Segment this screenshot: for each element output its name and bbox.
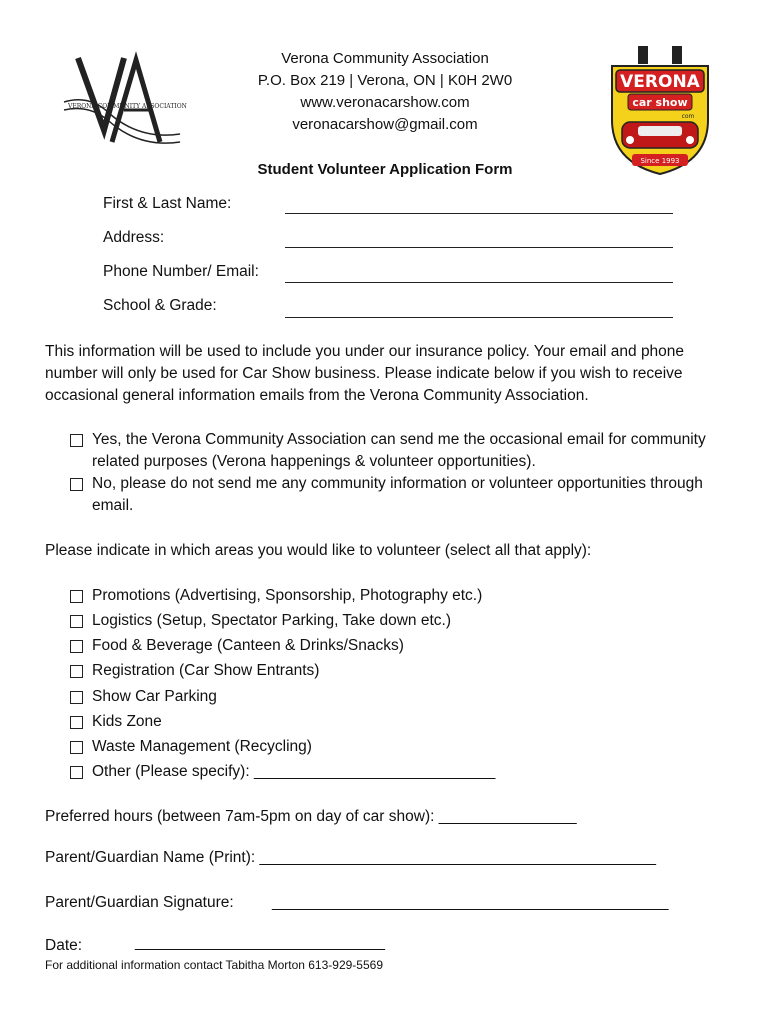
email-option-no[interactable] xyxy=(70,473,730,517)
org-email: veronacarshow@gmail.com xyxy=(292,116,478,133)
checkbox[interactable] xyxy=(70,691,83,704)
field-label-name: First & Last Name: xyxy=(103,195,232,212)
guardian-signature-label: Parent/Guardian Signature: xyxy=(45,894,234,911)
email-option-yes-label: Yes, the Verona Community Association can send me the occasional email for community related purposes (Verona happenings & volunteer opportunities). xyxy=(92,431,706,470)
area-option[interactable] xyxy=(70,660,730,682)
checkbox[interactable] xyxy=(70,615,83,628)
area-option-label: Other (Please specify): ____________________________ xyxy=(92,763,496,780)
field-label-school-grade: School & Grade: xyxy=(103,297,217,314)
area-option[interactable] xyxy=(70,736,730,758)
email-option-no-label: No, please do not send me any community information or volunteer opportunities through email. xyxy=(92,475,703,514)
address-input-line[interactable] xyxy=(285,246,673,248)
checkbox[interactable] xyxy=(70,741,83,754)
name-input-line[interactable] xyxy=(285,212,673,214)
va-ribbon-text: VERONA COMMUNITY ASSOCIATION xyxy=(68,103,187,110)
area-option-other[interactable] xyxy=(70,761,730,783)
areas-prompt: Please indicate in which areas you would like to volunteer (select all that apply): xyxy=(45,542,592,559)
preferred-hours[interactable]: Preferred hours (between 7am-5pm on day of car show): ________________ xyxy=(45,808,577,825)
checkbox[interactable] xyxy=(70,716,83,729)
area-option[interactable] xyxy=(70,635,730,657)
checkbox[interactable] xyxy=(70,640,83,653)
school-grade-input-line[interactable] xyxy=(285,316,673,318)
guardian-signature-line[interactable]: ______________________________________________ xyxy=(272,894,669,911)
date-line[interactable]: _____________________________ xyxy=(135,934,385,951)
checkbox[interactable] xyxy=(70,478,83,491)
phone-email-input-line[interactable] xyxy=(285,281,673,283)
area-option[interactable] xyxy=(70,610,730,632)
area-option-label: Waste Management (Recycling) xyxy=(92,738,312,755)
org-name: Verona Community Association xyxy=(281,50,489,67)
org-website: www.veronacarshow.com xyxy=(300,94,470,111)
va-logo xyxy=(60,50,190,160)
checkbox[interactable] xyxy=(70,590,83,603)
checkbox[interactable] xyxy=(70,434,83,447)
form-title: Student Volunteer Application Form xyxy=(257,161,513,178)
area-option-label: Logistics (Setup, Spectator Parking, Take down etc.) xyxy=(92,612,451,629)
area-option-label: Kids Zone xyxy=(92,713,162,730)
logo-com-text: com xyxy=(681,113,695,120)
guardian-name[interactable]: Parent/Guardian Name (Print): ______________________________________________ xyxy=(45,849,657,866)
area-option[interactable] xyxy=(70,711,730,733)
logo-carshow-text: car show xyxy=(632,96,688,109)
date-label: Date: xyxy=(45,937,83,954)
area-option-label: Show Car Parking xyxy=(92,688,217,705)
field-label-phone-email: Phone Number/ Email: xyxy=(103,263,259,280)
checkbox[interactable] xyxy=(70,665,83,678)
area-option-label: Promotions (Advertising, Sponsorship, Photography etc.) xyxy=(92,587,483,604)
checkbox[interactable] xyxy=(70,766,83,779)
area-option-label: Registration (Car Show Entrants) xyxy=(92,662,320,679)
info-paragraph: This information will be used to include you under our insurance policy. Your email and phone number will only be used for Car Show business. Please indicate below if you wish to receive occasional general information emails from the Verona Community Association. xyxy=(45,343,685,404)
area-option-label: Food & Beverage (Canteen & Drinks/Snacks) xyxy=(92,637,404,654)
org-address: P.O. Box 219 | Verona, ON | K0H 2W0 xyxy=(257,72,513,89)
verona-carshow-logo xyxy=(608,42,712,177)
logo-verona-text: VERONA xyxy=(620,72,700,92)
field-label-address: Address: xyxy=(103,229,165,246)
area-option[interactable] xyxy=(70,585,730,607)
area-option[interactable] xyxy=(70,686,730,708)
footer-contact: For additional information contact Tabitha Morton 613-929-5569 xyxy=(45,958,383,972)
logo-since-text: Since 1993 xyxy=(640,157,680,165)
email-option-yes[interactable] xyxy=(70,429,730,473)
